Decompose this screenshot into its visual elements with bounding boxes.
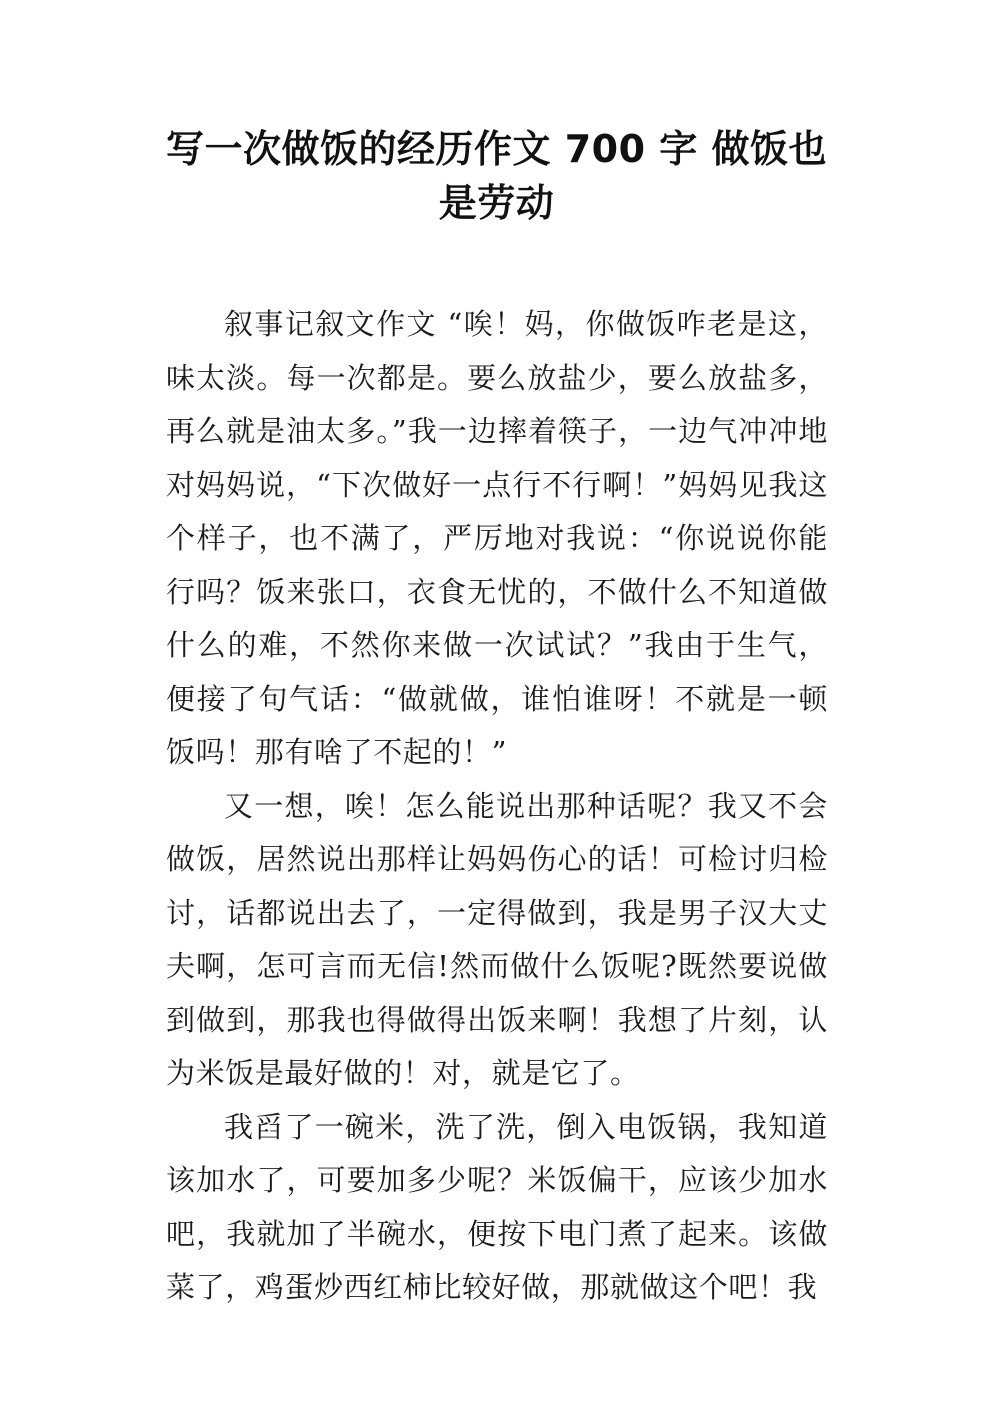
paragraph-3: 我舀了一碗米，洗了洗，倒入电饭锅，我知道该加水了，可要加多少呢？米饭偏干，应该少加水吧，我就加了半碗水，便按下电门煮了起来。该做菜了，鸡蛋炒西红柿比较好做，那就做这个吧！我	[166, 1109, 828, 1304]
document-body	[166, 298, 828, 1315]
paragraph-2: 又一想，唉！怎么能说出那种话呢？我又不会做饭，居然说出那样让妈妈伤心的话！可检讨归检讨，话都说出去了，一定得做到，我是男子汉大丈夫啊，怎可言而无信!然而做什么饭呢?既然要说做到做到，那我也得做得出饭来啊！我想了片刻，认为米饭是最好做的！对，就是它了。	[166, 788, 828, 1090]
paragraph-1: 叙事记叙文作文 “唉！妈，你做饭咋老是这，味太淡。每一次都是。要么放盐少，要么放盐多，再么就是油太多。”我一边摔着筷子，一边气冲冲地对妈妈说，“下次做好一点行不行啊！”妈妈见我这个样子，也不满了，严厉地对我说：“你说说你能行吗？饭来张口，衣食无忧的，不做什么不知道做什么的难，不然你来做一次试试？”我由于生气，便接了句气话：“做就做，谁怕谁呀！不就是一顿饭吗！那有啥了不起的！”	[166, 307, 828, 769]
document-title: 写一次做饭的经历作文 700 字 做饭也是劳动	[165, 127, 827, 225]
